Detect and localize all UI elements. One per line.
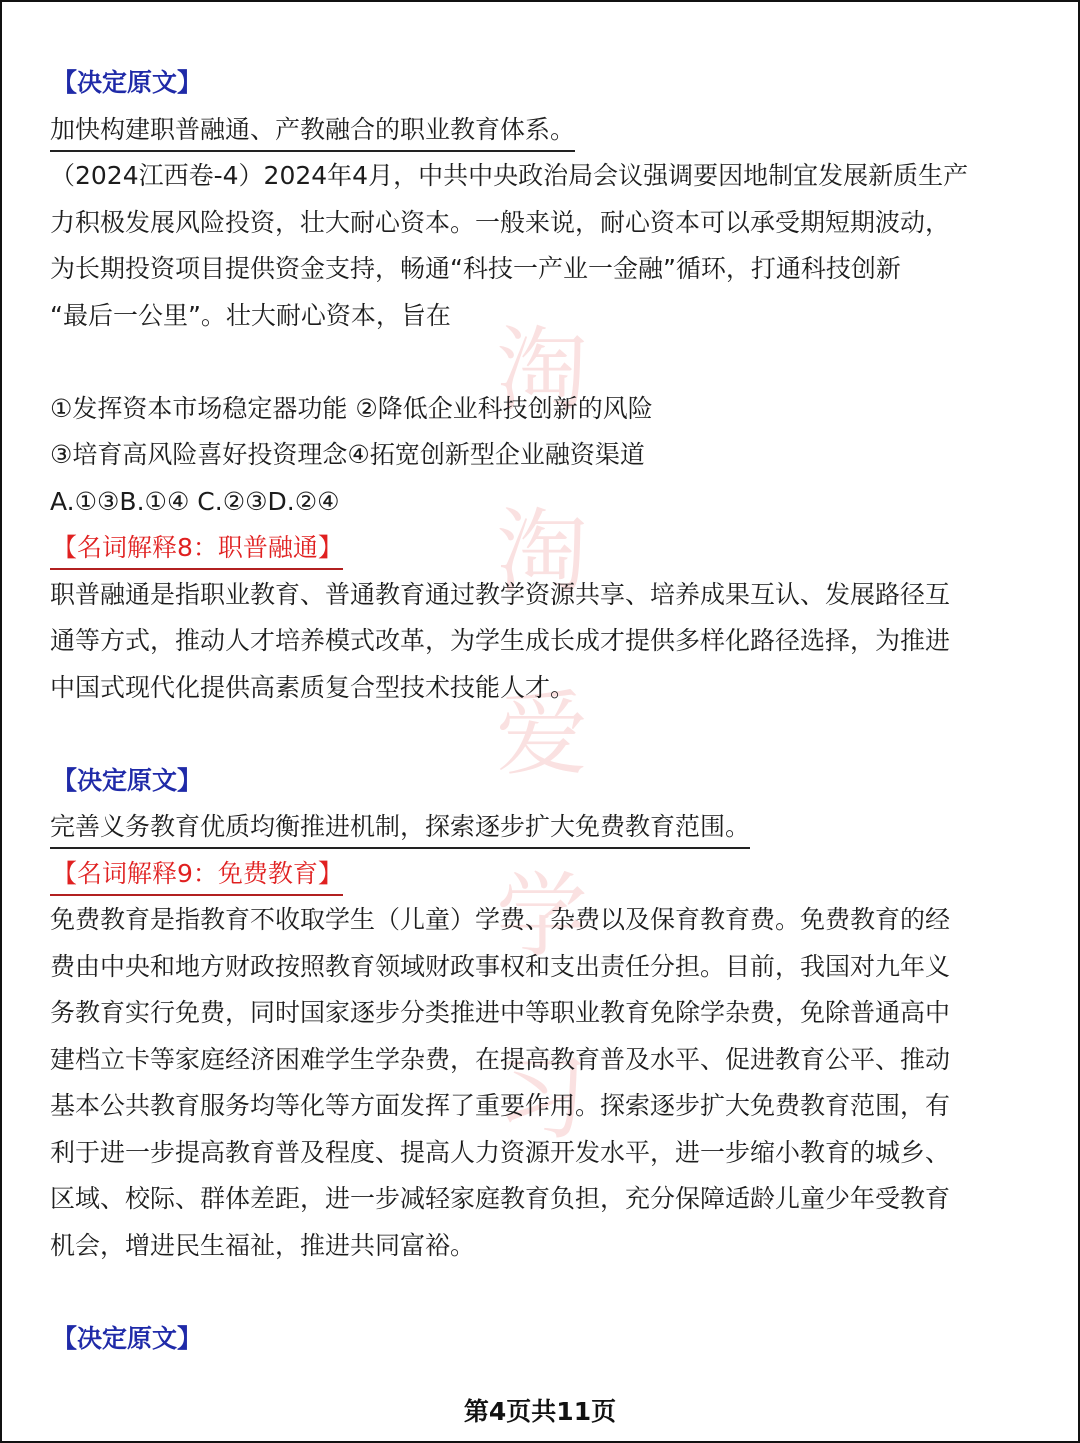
- term-definition-line: 通等方式，推动人才培养模式改革，为学生成长成才提供多样化路径选择，为推进: [50, 626, 951, 655]
- term-definition-line: 中国式现代化提供高素质复合型技术技能人才。: [50, 672, 576, 702]
- spacer: [50, 1269, 1010, 1316]
- term-definition-line: 利于进一步提高教育普及程度、提高人力资源开发水平，进一步缩小教育的城乡、: [50, 1137, 951, 1167]
- term-heading-line: [50, 525, 1010, 572]
- term-heading-line: [50, 851, 1010, 898]
- term-heading: 【名词解释9：免费教育】: [50, 854, 343, 896]
- term-definition-line: 机会，增进民生福祉，推进共同富裕。: [50, 1230, 476, 1260]
- section-heading: 【决定原文】: [52, 68, 203, 97]
- section-heading: 【决定原文】: [52, 765, 203, 795]
- term-definition-line: 区域、校际、群体差距，进一步减轻家庭教育负担，充分保障适龄儿童少年受教育: [50, 1184, 951, 1213]
- term-definition-line: 费由中央和地方财政按照教育领域财政事权和支出责任分担。目前，我国对九年义: [50, 951, 951, 981]
- spacer: [50, 711, 1010, 758]
- document-body: [50, 60, 1010, 1362]
- term-definition-line: 务教育实行免费，同时国家逐步分类推进中等职业教育免除学杂费，免除普通高中: [50, 998, 951, 1027]
- term-definition-line: 建档立卡等家庭经济困难学生学杂费，在提高教育普及水平、促进教育公平、推动: [50, 1044, 951, 1074]
- question-line: 为长期投资项目提供资金支持，畅通“科技一产业一金融”循环，打通科技创新: [50, 254, 901, 283]
- original-text: 加快构建职普融通、产教融合的职业教育体系。: [50, 110, 575, 152]
- options-line: ①发挥资本市场稳定器功能 ②降低企业科技创新的风险: [50, 393, 653, 423]
- term-definition-line: 免费教育是指教育不收取学生（儿童）学费、杂费以及保育教育费。免费教育的经: [50, 905, 951, 934]
- options-line: ③培育高风险喜好投资理念④拓宽创新型企业融资渠道: [50, 440, 645, 469]
- spacer: [50, 339, 1010, 386]
- original-text: 完善义务教育优质均衡推进机制，探索逐步扩大免费教育范围。: [50, 807, 750, 849]
- question-line: “最后一公里”。壮大耐心资本，旨在: [50, 300, 451, 330]
- page-number: 第4页共11页: [463, 1397, 617, 1426]
- original-text-line: [50, 107, 1010, 154]
- term-definition-line: 职普融通是指职业教育、普通教育通过教学资源共享、培养成果互认、发展路径互: [50, 579, 951, 609]
- term-heading: 【名词解释8：职普融通】: [50, 528, 343, 570]
- answer-choices: A.①③B.①④ C.②③D.②④: [50, 486, 340, 516]
- original-text-line: [50, 804, 1010, 851]
- term-definition-line: 基本公共教育服务均等化等方面发挥了重要作用。探索逐步扩大免费教育范围，有: [50, 1091, 951, 1120]
- question-line: （2024江西卷-4）2024年4月，中共中央政治局会议强调要因地制宜发展新质生产: [50, 161, 969, 190]
- question-line: 力积极发展风险投资，壮大耐心资本。一般来说，耐心资本可以承受期短期波动，: [50, 207, 951, 237]
- section-heading: 【决定原文】: [52, 1323, 203, 1353]
